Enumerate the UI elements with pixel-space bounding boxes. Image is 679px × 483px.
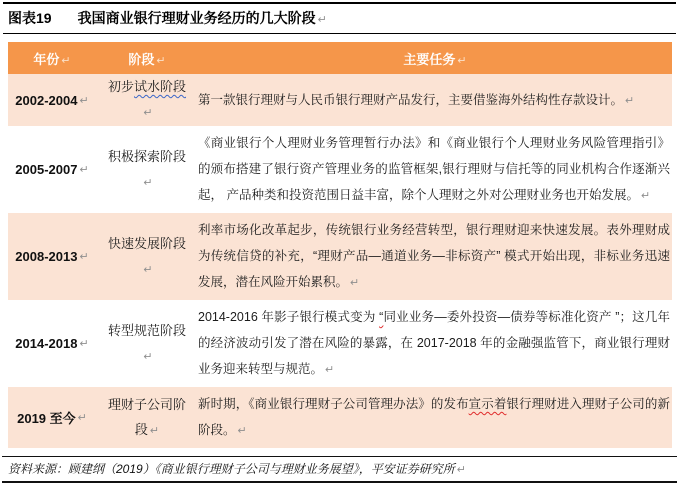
stage-cell bbox=[96, 300, 198, 387]
return-mark-icon: ↵ bbox=[156, 54, 166, 67]
return-mark-icon: ↵ bbox=[79, 164, 89, 176]
task-text: 银行理财进入理财子公司的新阶段。 bbox=[198, 397, 670, 437]
return-mark-icon: ↵ bbox=[143, 350, 153, 363]
header-stage-cell bbox=[96, 49, 198, 68]
stage-label: 快速发展阶段 bbox=[107, 235, 186, 251]
year-value: 2002-2004 bbox=[15, 92, 78, 108]
return-mark-icon: ↵ bbox=[237, 425, 247, 437]
return-mark-icon: ↵ bbox=[625, 94, 635, 107]
return-mark-icon: ↵ bbox=[143, 263, 153, 276]
return-mark-icon: ↵ bbox=[640, 190, 651, 202]
return-mark-icon: ↵ bbox=[61, 54, 71, 67]
year-cell bbox=[8, 74, 96, 126]
return-mark-icon: ↵ bbox=[143, 176, 153, 189]
source-note bbox=[2, 456, 677, 483]
return-mark-icon: ↵ bbox=[350, 277, 360, 289]
year-value: 2014-2018 bbox=[15, 336, 78, 351]
year-value: 2019 至今 bbox=[17, 411, 76, 426]
task-text: 第一款银行理财与人民币银行理财产品发行，主要借鉴海外结构性存款设计。 bbox=[198, 92, 624, 107]
stages-table bbox=[8, 42, 672, 448]
return-mark-icon: ↵ bbox=[143, 107, 153, 119]
return-mark-icon: ↵ bbox=[317, 14, 327, 26]
figure-title: 我国商业银行理财业务经历的几大阶段 bbox=[77, 10, 316, 26]
document-page bbox=[0, 2, 679, 476]
return-mark-icon: ↵ bbox=[457, 54, 467, 67]
year-value: 2008-2013 bbox=[15, 249, 78, 264]
task-text: 2014-2016 年影子银行模式变为 bbox=[198, 310, 380, 324]
return-mark-icon: ↵ bbox=[79, 251, 89, 263]
year-cell bbox=[8, 300, 96, 387]
table-row bbox=[8, 387, 672, 448]
task-text-spell-flagged: “ bbox=[379, 310, 384, 324]
stage-label: 理财子公司阶段 bbox=[107, 396, 186, 437]
task-text: 《商业银行个人理财业务管理暂行办法》和《商业银行个人理财业务风险管理指引》的颁布搭建了银行资产管理业务的监管框架,银行理财与信托等的同业机构合作逐渐兴起， 产品种类和投资范围日益丰富，除个人理财之外对公理财业务也开始发展。 bbox=[198, 136, 670, 202]
task-cell bbox=[198, 387, 672, 448]
task-text-spell-flagged: 宣示着 bbox=[468, 397, 507, 411]
return-mark-icon: ↵ bbox=[149, 424, 160, 437]
year-value: 2005-2007 bbox=[15, 162, 78, 177]
header-year-label: 年份 bbox=[33, 51, 60, 67]
task-cell bbox=[198, 74, 672, 126]
stage-cell bbox=[96, 213, 198, 300]
return-mark-icon: ↵ bbox=[77, 412, 87, 424]
figure-title-bar bbox=[3, 2, 676, 34]
task-text: 同业业务—委外投资—债券等标准化资产 ”；这几年的经济波动引发了潜在风险的暴露，在 2017-2018 年的金融强监管下，商业银行理财业务迎来转型与规范。 bbox=[198, 310, 670, 376]
source-text: 资料来源：顾建纲（2019）《商业银行理财子公司与理财业务展望》，平安证券研究所 bbox=[8, 462, 455, 476]
table-row bbox=[8, 126, 672, 213]
stage-cell bbox=[96, 126, 198, 213]
header-task-cell bbox=[198, 49, 672, 68]
task-text: 利率市场化改革起步，传统银行业务经营转型，银行理财迎来快速发展。表外理财成为传统信贷的补充，“理财产品—通道业务—非标资产” 模式开始出现，非标业务迅速发展，潜在风险开始累积。 bbox=[198, 223, 670, 289]
stage-cell bbox=[96, 74, 198, 126]
return-mark-icon: ↵ bbox=[325, 364, 335, 376]
return-mark-icon: ↵ bbox=[79, 338, 89, 350]
table-row bbox=[8, 74, 672, 126]
return-mark-icon: ↵ bbox=[79, 94, 89, 107]
return-mark-icon: ↵ bbox=[456, 464, 466, 476]
task-cell bbox=[198, 126, 672, 213]
header-stage-label: 阶段 bbox=[128, 51, 155, 67]
task-text: 新时期，《商业银行理财子公司管理办法》的发布 bbox=[198, 397, 469, 411]
task-cell bbox=[198, 300, 672, 387]
table-header-row bbox=[8, 42, 672, 74]
figure-label: 图表19 bbox=[8, 10, 52, 26]
stage-cell bbox=[96, 387, 198, 448]
stage-label: 初步 bbox=[107, 79, 134, 94]
table-row bbox=[8, 213, 672, 300]
header-year-cell bbox=[8, 49, 96, 68]
year-cell bbox=[8, 126, 96, 213]
stage-label-grammar-flagged: 试水阶段 bbox=[134, 79, 187, 94]
stage-label: 积极探索阶段 bbox=[107, 148, 186, 164]
table-row bbox=[8, 300, 672, 387]
header-task-label: 主要任务 bbox=[403, 51, 456, 67]
task-cell bbox=[198, 213, 672, 300]
stage-label: 转型规范阶段 bbox=[107, 322, 186, 338]
year-cell bbox=[8, 213, 96, 300]
year-cell bbox=[8, 387, 96, 448]
